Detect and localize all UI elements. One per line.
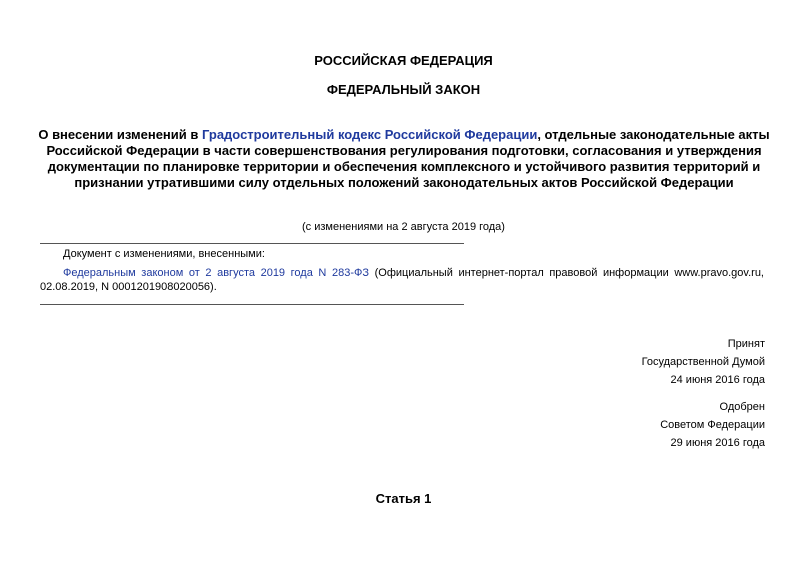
approved-label: Одобрен xyxy=(719,401,765,413)
accepted-date: 24 июня 2016 года xyxy=(670,374,765,386)
approved-block xyxy=(660,398,765,452)
law-title-prefix: О внесении изменений в xyxy=(38,127,202,142)
accepted-body: Государственной Думой xyxy=(641,356,765,368)
changes-block xyxy=(40,247,764,294)
urban-planning-code-link[interactable]: Градостроительный кодекс Российской Федерации xyxy=(202,127,538,142)
country-heading: РОССИЙСКАЯ ФЕДЕРАЦИЯ xyxy=(314,53,493,68)
article-heading: Статья 1 xyxy=(375,491,432,506)
approved-body: Советом Федерации xyxy=(660,419,765,431)
divider-top xyxy=(40,243,464,244)
accepted-label: Принят xyxy=(727,338,765,350)
divider-bottom xyxy=(40,304,464,305)
changes-intro: Документ с изменениями, внесенными: xyxy=(63,248,265,260)
amending-law-link[interactable]: Федеральным законом от 2 августа 2019 года N 283-ФЗ xyxy=(63,267,369,279)
changes-paragraph xyxy=(40,266,764,294)
document-type-heading: ФЕДЕРАЛЬНЫЙ ЗАКОН xyxy=(326,82,481,97)
law-title xyxy=(36,127,772,191)
law-title-suffix: , отдельные законодательные акты Российской Федерации в части совершенствования регулирования подготовки, согласования и утверждения документации по планировке территории и обеспечения комплексного и устойчивого развития территорий и признании утратившими силу отдельных положений законодательных актов Российской Федерации xyxy=(46,127,770,190)
changes-source: (Официальный интернет-портал правовой информации www.pravo.gov.ru, 02.08.2019, N 0001201908020056). xyxy=(40,267,764,293)
approved-date: 29 июня 2016 года xyxy=(670,437,765,449)
revision-note: (с изменениями на 2 августа 2019 года) xyxy=(302,221,505,233)
accepted-block xyxy=(642,335,765,389)
